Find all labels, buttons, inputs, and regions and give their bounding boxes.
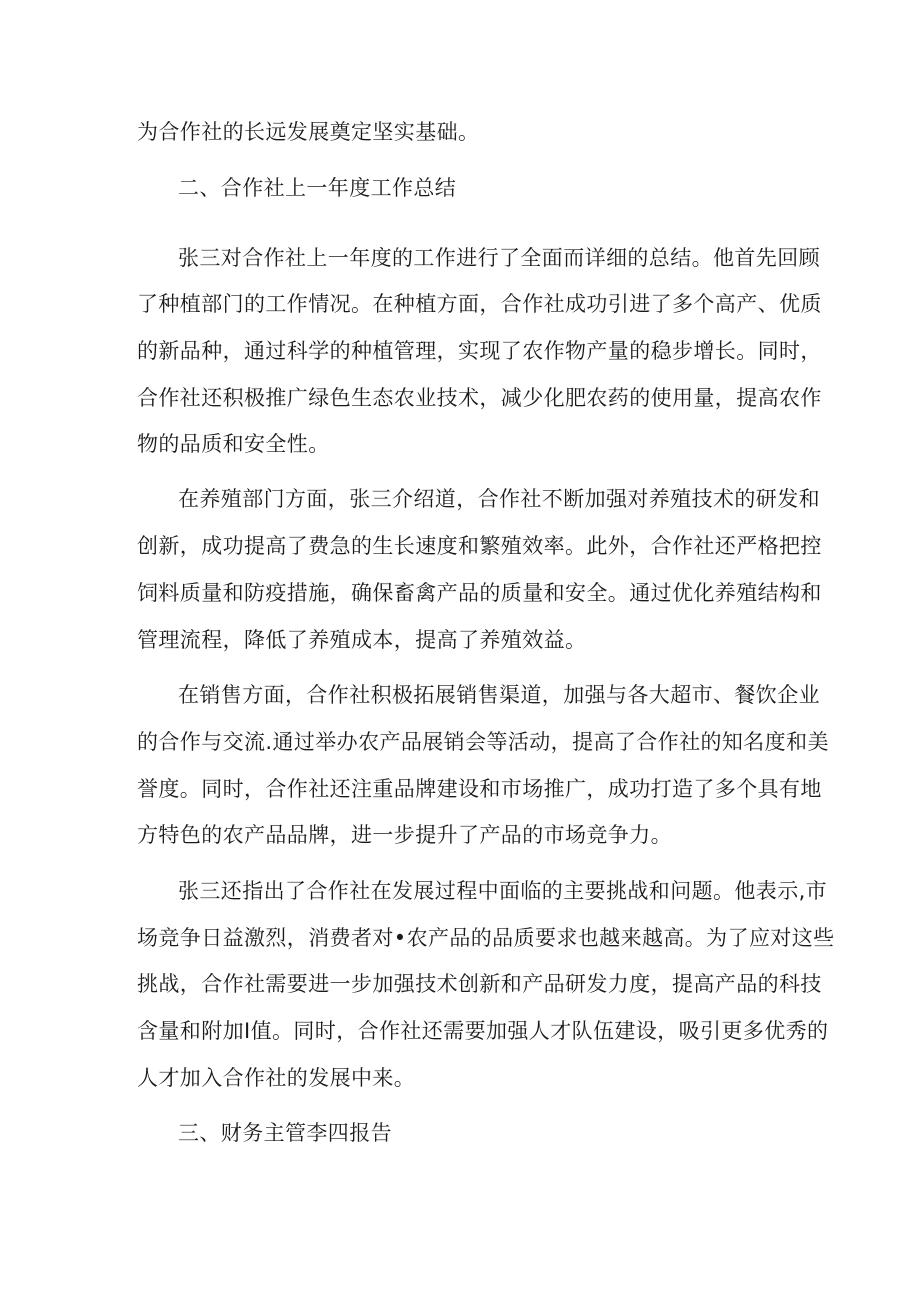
section-heading-3: 三、财务主管李四报告 <box>178 1121 392 1145</box>
paragraph-line: 张三还指出了合作社在发展过程中面临的主要挑战和问题。他表示,市 <box>178 879 828 903</box>
paragraph-line: 场竞争日益激烈，消费者对•农产品的品质要求也越来越高。为了应对这些 <box>137 926 835 950</box>
paragraph-line: 誉度。同时，合作社还注重品牌建设和市场推广，成功打造了多个具有地 <box>137 777 822 801</box>
paragraph-line: 合作社还积极推广绿色生态农业技术，减少化肥农药的使用量，提高农作 <box>137 386 822 410</box>
paragraph-line: 创新，成功提高了费急的生长速度和繁殖效率。此外，合作社还严格把控 <box>137 534 822 558</box>
paragraph-line: 方特色的农产品品牌，进一步提升了产品的市场竞争力。 <box>137 823 672 847</box>
lead-line: 为合作社的长远发展奠定坚实基础。 <box>137 120 480 144</box>
section-heading-2: 二、合作社上一年度工作总结 <box>178 176 457 200</box>
paragraph-line: 的合作与交流.通过举办农产品展销会等活动，提高了合作社的知名度和美 <box>137 730 829 754</box>
paragraph-line: 饲料质量和防疫措施，确保畜禽产品的质量和安全。通过优化养殖结构和 <box>137 581 822 605</box>
paragraph-line: 挑战，合作社需要进一步加强技术创新和产品研发力度，提高产品的科技 <box>137 972 822 996</box>
paragraph-line: 含量和附加I值。同时，合作社还需要加强人才队伍建设，吸引更多优秀的 <box>137 1019 829 1043</box>
paragraph-line: 物的品质和安全性。 <box>137 432 330 456</box>
paragraph-line: 在养殖部门方面，张三介绍道，合作社不断加强对养殖技术的研发和 <box>178 487 820 511</box>
paragraph-line: 人才加入合作社的发展中来。 <box>137 1066 416 1090</box>
paragraph-line: 管理流程，降低了养殖成本，提高了养殖效益。 <box>137 628 587 652</box>
paragraph-line: 在销售方面，合作社积极拓展销售渠道，加强与各大超市、餐饮企业 <box>178 683 820 707</box>
paragraph-line: 了种植部门的工作情况。在种植方面，合作社成功引进了多个高产、优质 <box>137 292 822 316</box>
paragraph-line: 张三对合作社上一年度的工作进行了全面而详细的总结。他首先回顾 <box>178 246 820 270</box>
paragraph-line: 的新品种，通过科学的种植管理，实现了农作物产量的稳步增长。同时， <box>137 339 822 363</box>
